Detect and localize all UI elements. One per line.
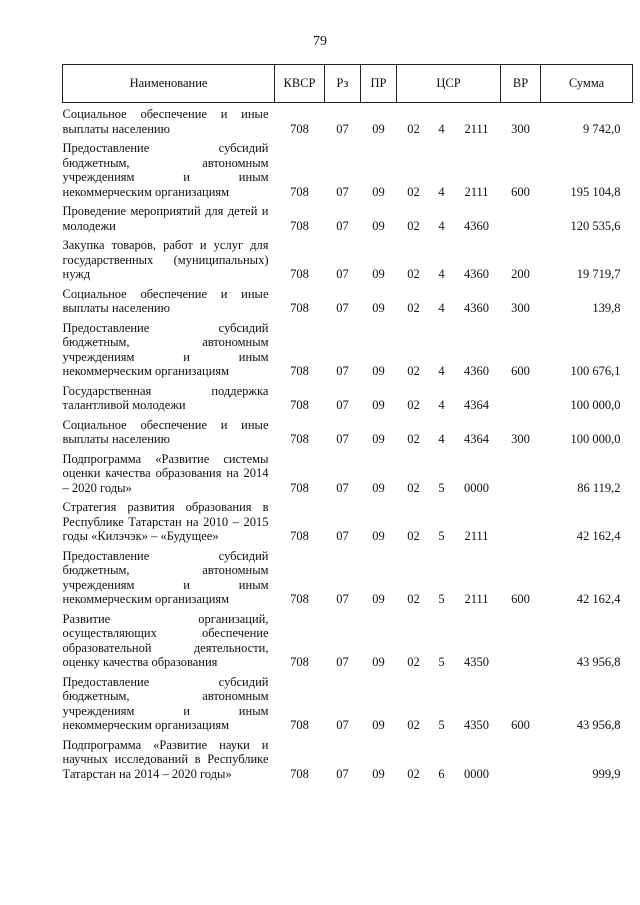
table-row [63, 200, 633, 234]
row-csr-code: 0000 [464, 766, 489, 781]
row-csr-subprogram: 5 [438, 529, 445, 543]
budget-table [62, 64, 633, 782]
row-vr [501, 608, 541, 671]
row-sum: 43 956,8 [576, 718, 621, 732]
row-csr-program: 02 [407, 184, 420, 199]
page-number: 79 [313, 34, 327, 49]
row-kvsr: 708 [290, 184, 309, 199]
row-vr [501, 496, 541, 545]
row-sum: 42 162,4 [576, 529, 621, 543]
row-sum: 139,8 [592, 301, 621, 315]
row-csr-code: 0000 [464, 480, 489, 495]
row-rz: 07 [336, 766, 349, 781]
header-sum: Сумма [541, 65, 633, 103]
table-row [63, 608, 633, 671]
row-csr-program: 02 [407, 432, 420, 446]
table-row [63, 414, 633, 448]
row-sum: 120 535,6 [570, 218, 621, 233]
header-name: Наименование [63, 65, 275, 103]
row-pr: 09 [372, 398, 385, 412]
row-pr: 09 [372, 655, 385, 669]
row-vr: 300 [511, 121, 530, 136]
row-rz: 07 [336, 592, 349, 606]
row-sum: 19 719,7 [576, 267, 621, 281]
row-vr [501, 200, 541, 234]
row-csr-program: 02 [407, 398, 420, 412]
row-csr-code: 2111 [464, 592, 489, 606]
row-csr-code: 2111 [464, 121, 489, 136]
row-name: Предоставление субсидий бюджетным, автономным учреждениям и иным некоммерческим организациям [62, 320, 269, 378]
row-sum: 100 676,1 [570, 364, 621, 378]
header-csr: ЦСР [397, 65, 501, 103]
row-rz: 07 [336, 267, 349, 281]
row-csr-code: 4360 [464, 218, 489, 233]
row-csr-program: 02 [407, 301, 420, 315]
row-sum: 43 956,8 [576, 655, 621, 669]
row-csr-subprogram: 5 [438, 718, 445, 732]
row-csr-code: 2111 [464, 184, 489, 199]
row-csr-subprogram: 4 [438, 218, 445, 233]
row-vr: 600 [511, 364, 530, 378]
table-row [63, 448, 633, 497]
table-row [63, 137, 633, 200]
row-name: Стратегия развития образования в Республике Татарстан на 2010 – 2015 годы «Килэчэк» – «Будущее» [62, 500, 269, 543]
row-csr-code: 4360 [464, 267, 489, 281]
row-kvsr: 708 [290, 121, 309, 136]
table-row [63, 671, 633, 734]
row-csr-subprogram: 4 [438, 184, 445, 199]
row-csr-code: 2111 [464, 529, 489, 543]
row-kvsr: 708 [290, 218, 309, 233]
row-csr-program: 02 [407, 480, 420, 495]
row-sum: 100 000,0 [570, 432, 621, 446]
row-csr-subprogram: 4 [438, 432, 445, 446]
row-kvsr: 708 [290, 480, 309, 495]
header-rz: Рз [325, 65, 361, 103]
row-rz: 07 [336, 218, 349, 233]
row-csr-program: 02 [407, 592, 420, 606]
row-rz: 07 [336, 398, 349, 412]
row-csr-code: 4360 [464, 364, 489, 378]
table-row [63, 234, 633, 283]
row-rz: 07 [336, 121, 349, 136]
row-pr: 09 [372, 301, 385, 315]
table-row [63, 103, 633, 138]
row-csr-subprogram: 4 [438, 364, 445, 378]
row-vr: 300 [511, 301, 530, 315]
row-csr-program: 02 [407, 218, 420, 233]
row-name: Социальное обеспечение и иные выплаты населению [62, 107, 269, 136]
row-csr-program: 02 [407, 364, 420, 378]
row-sum: 999,9 [592, 766, 621, 781]
row-csr-code: 4350 [464, 718, 489, 732]
row-sum: 86 119,2 [577, 480, 621, 495]
row-sum: 9 742,0 [583, 121, 621, 136]
row-csr-code: 4360 [464, 301, 489, 315]
row-sum: 100 000,0 [570, 398, 621, 412]
row-vr [501, 734, 541, 783]
row-pr: 09 [372, 766, 385, 781]
row-pr: 09 [372, 218, 385, 233]
row-vr: 600 [511, 592, 530, 606]
row-csr-subprogram: 5 [438, 480, 445, 495]
row-rz: 07 [336, 480, 349, 495]
row-pr: 09 [372, 718, 385, 732]
row-csr-program: 02 [407, 529, 420, 543]
row-kvsr: 708 [290, 718, 309, 732]
row-vr: 200 [511, 267, 530, 281]
row-pr: 09 [372, 529, 385, 543]
row-csr-subprogram: 4 [438, 121, 445, 136]
row-csr-subprogram: 5 [438, 592, 445, 606]
row-rz: 07 [336, 432, 349, 446]
row-kvsr: 708 [290, 766, 309, 781]
row-csr-subprogram: 4 [438, 301, 445, 315]
row-name: Социальное обеспечение и иные выплаты населению [62, 286, 269, 315]
table-row [63, 283, 633, 317]
row-kvsr: 708 [290, 364, 309, 378]
row-name: Социальное обеспечение и иные выплаты населению [62, 417, 269, 446]
row-name: Закупка товаров, работ и услуг для государственных (муниципальных) нужд [62, 238, 269, 281]
row-rz: 07 [336, 364, 349, 378]
row-vr: 600 [511, 184, 530, 199]
row-csr-code: 4350 [464, 655, 489, 669]
row-pr: 09 [372, 480, 385, 495]
row-pr: 09 [372, 592, 385, 606]
row-vr [501, 448, 541, 497]
row-rz: 07 [336, 301, 349, 315]
table-row [63, 380, 633, 414]
row-name: Предоставление субсидий бюджетным, автономным учреждениям и иным некоммерческим организациям [62, 674, 269, 732]
row-csr-code: 4364 [464, 432, 489, 446]
row-pr: 09 [372, 184, 385, 199]
row-kvsr: 708 [290, 655, 309, 669]
table-row [63, 734, 633, 783]
row-rz: 07 [336, 184, 349, 199]
table-row [63, 545, 633, 608]
row-rz: 07 [336, 718, 349, 732]
row-csr-program: 02 [407, 718, 420, 732]
row-kvsr: 708 [290, 592, 309, 606]
row-name: Подпрограмма «Развитие системы оценки качества образования на 2014 – 2020 годы» [62, 451, 269, 495]
row-name: Проведение мероприятий для детей и молодежи [62, 204, 269, 233]
row-pr: 09 [372, 432, 385, 446]
row-csr-program: 02 [407, 121, 420, 136]
row-name: Развитие организаций, осуществляющих обеспечение образовательной деятельности, оценку качества образования [62, 611, 269, 669]
table-row [63, 496, 633, 545]
row-csr-program: 02 [407, 655, 420, 669]
row-vr: 300 [511, 432, 530, 446]
row-pr: 09 [372, 121, 385, 136]
header-kvsr: КВСР [275, 65, 325, 103]
row-kvsr: 708 [290, 301, 309, 315]
row-name: Подпрограмма «Развитие науки и научных исследований в Республике Татарстан на 2014 – 2020 годы» [62, 737, 269, 781]
header-pr: ПР [361, 65, 397, 103]
row-csr-subprogram: 4 [438, 267, 445, 281]
row-csr-subprogram: 4 [438, 398, 445, 412]
row-rz: 07 [336, 529, 349, 543]
row-kvsr: 708 [290, 398, 309, 412]
row-rz: 07 [336, 655, 349, 669]
row-kvsr: 708 [290, 267, 309, 281]
header-vr: ВР [501, 65, 541, 103]
row-kvsr: 708 [290, 529, 309, 543]
row-name: Предоставление субсидий бюджетным, автономным учреждениям и иным некоммерческим организациям [62, 141, 269, 199]
header-row [63, 65, 633, 103]
row-vr [501, 380, 541, 414]
row-vr: 600 [511, 718, 530, 732]
row-pr: 09 [372, 364, 385, 378]
row-sum: 195 104,8 [570, 184, 621, 199]
row-csr-subprogram: 5 [438, 655, 445, 669]
row-pr: 09 [372, 267, 385, 281]
row-csr-program: 02 [407, 766, 420, 781]
row-csr-code: 4364 [464, 398, 489, 412]
row-csr-program: 02 [407, 267, 420, 281]
row-sum: 42 162,4 [576, 592, 621, 606]
table-body [63, 103, 633, 783]
row-csr-subprogram: 6 [438, 766, 445, 781]
row-kvsr: 708 [290, 432, 309, 446]
table-row [63, 317, 633, 380]
row-name: Предоставление субсидий бюджетным, автономным учреждениям и иным некоммерческим организациям [62, 548, 269, 606]
row-name: Государственная поддержка талантливой молодежи [62, 383, 269, 412]
